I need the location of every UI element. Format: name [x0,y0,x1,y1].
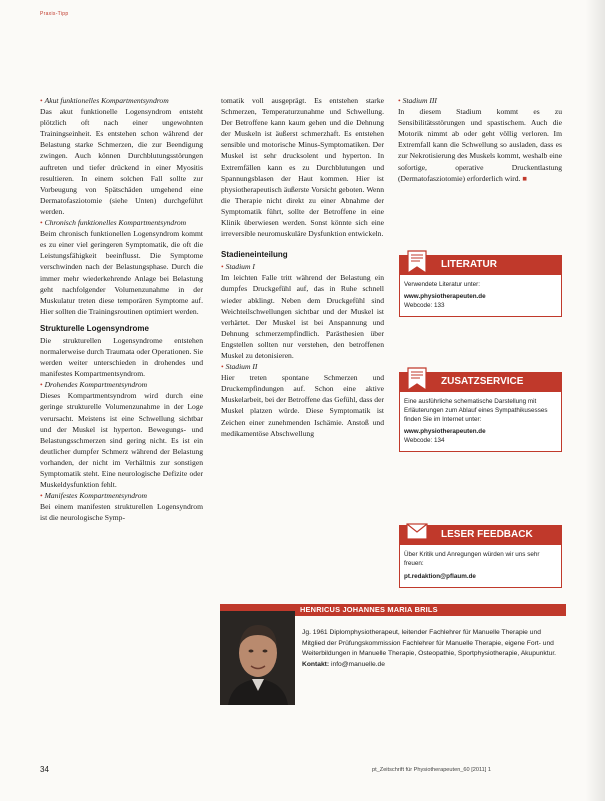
paragraph-stadium-3 [398,106,562,184]
author-bio-text: Jg. 1961 Diplomphysiotherapeut, leitender Fachlehrer für Manuelle Therapie und Mitglied der Prüfungskommission Fachlehrer für Manuelle Therapie, eigene Fort- und Weiterbildungen in Manuelle Therapie, Osteopathie, Sportphysiotherapie, Akupunktur. [302,629,557,658]
author-contact-label: Kontakt: [302,660,330,668]
paragraph-continued: tomatik voll ausgeprägt. Es entstehen starke Schmerzen, Temperaturzunahme und Schwellung. Der Betroffene kann kaum gehen und die Dehnung der Muskeln ist äußerst schmerzhaft. Es entstehen sensible und motorische Minus-Symptomatiken. Der Muskel ist sehr drucksolent und hyperton. In Extremfällen kann es zu Durchblutungen und Spannungsblasen der Haut kommen. Hier ist physiotherapeutisch äußerste Vorsicht geboten. Wenn die Therapie nicht direkt zu einer Abnahme der Symptomatik führt, sollte der Betroffene in eine Klinik überwiesen werden. Sonst könnte sich eine irreversible neuromuskuläre Dysfunktion entwickeln. [221,96,384,239]
paragraph-stadium-1: Im leichten Falle tritt während der Belastung ein dumpfes Druckgefühl auf, das in Ruhe schnell wieder abklingt. Neben dem Druckgefühl sind Weichteilschwellungen sichtbar und der Muskel ist verhärtet. Der Muskel ist bei Anspannung und Dehnung schmerzempfindlich. Parästhesien über Engstellen sollten nur verstehen, den betroffenen Muskel zu detonisieren. [221,273,384,360]
feedback-body [399,545,562,588]
paragraph [40,217,203,228]
literatur-text: Verwendete Literatur unter: [404,281,480,288]
paragraph [40,379,203,390]
bookmark-icon [405,249,429,275]
subhead-stadium-3: • Stadium III [398,96,437,105]
text-column-2 [221,95,384,439]
section-heading-strukturelle: Strukturelle Logensyndrome [40,323,149,333]
zusatzservice-box [399,372,562,452]
feedback-box [399,525,562,588]
feedback-email[interactable]: pt.redaktion@pflaum.de [404,573,476,580]
paragraph-manifestes: Bei einem manifesten strukturellen Logensyndrom ist die neurologische Symp- [40,502,203,523]
paragraph [398,95,562,106]
zusatzservice-text: Eine ausführliche schematische Darstellung mit Erläuterungen zum Ablauf eines Sympathikusesses finden Sie im Internet unter: [404,398,548,423]
subhead-drohendes: • Drohendes Kompartmentsyndrom [40,380,147,389]
author-contact[interactable]: info@manuelle.de [330,660,385,668]
subhead-manifestes: • Manifestes Kompartmentsyndrom [40,491,147,500]
zusatzservice-title: ZUSATZSERVICE [441,376,524,387]
subhead-akut: • Akut funktionelles Kompartmentsyndrom [40,96,169,105]
paragraph [40,490,203,501]
paragraph-drohendes: Dieses Kompartmentsyndrom wird durch eine geringe strukturelle Volumenzunahme in der Loge verursacht. Meistens ist eine Schwellung sichtbar und der Muskel ist hyperton. Bewegungs- und Belastungsschmerzen sind gering nicht. Es ist ein deutlicher dumpfer Schmerz während der Belastung vorhanden, der nicht im Verhältnis zur sonstigen Symptomatik steht. Eine neurologische Defizite oder Muskeldysfunktion fehlt. [40,391,203,490]
author-name: HENRICUS JOHANNES MARIA BRILS [220,604,566,616]
paragraph-strukturelle: Die strukturellen Logensyndrome entstehen normalerweise durch Traumata oder Operationen. Sie werden weiter unterschieden in drohendes und manifestes Kompartmentsyndrom. [40,335,203,379]
paragraph [40,95,203,106]
literatur-webcode: Webcode: 133 [404,302,445,309]
paragraph-akut: Das akut funktionelle Logensyndrom entsteht plötzlich oft nach einer ungewohnten Trainingseinheit. Es entstehen schon während der Belastung starke Schmerzen, die zur Beendigung zwingen. Auch können Durchblutungsstörungen auftreten und tiefer drückend in einer Myositis resultieren. In einem solchen Fall sollte zur Vorbeugung von Spätschäden umgehend eine Dermatofasziotomie (siehe Unten) durchgeführt werden. [40,107,203,216]
page-edge-shadow [585,0,605,801]
running-head: Praxis-Tipp [40,11,69,17]
text-column-3 [398,95,562,184]
author-photo-icon [220,611,295,705]
envelope-icon [405,519,429,545]
page-number: 34 [40,765,49,774]
paragraph-stadium-2: Hier treten spontane Schmerzen und Druckempfindungen auf. Schon eine aktive Muskelarbeit, bei der Betroffene das Gefühl, dass der Muskel platzen würde. Diese Symptomatik ist Zeichen einer zunehmenden Ischämie. Anstoß und medikamentöse Abschwellung [221,373,384,438]
zusatzservice-body [399,392,562,452]
literatur-link[interactable]: www.physiotherapeuten.de [404,293,486,300]
subhead-stadium-1: • Stadium I [221,262,255,271]
subhead-stadium-2: • Stadium II [221,362,257,371]
zusatzservice-webcode: Webcode: 134 [404,437,445,444]
paragraph-chronisch: Beim chronisch funktionellen Logensyndrom kommt es zu einer viel geringeren Symptomatik, die oft die Leistungsfähigkeit beeinflusst. Die Symptome verschwinden nach der Belastungsphase. Durch die immer mehr wiederkehrende Anlage bei Belastung geht nachfolgender Volumenzunahme in der Muskulatur treten diese temporären Symptome auf. Hier sollten die Trainingsroutinen optimiert werden. [40,229,203,316]
feedback-title: LESER FEEDBACK [441,529,533,540]
literatur-box [399,255,562,317]
section-heading-stadieneinteilung: Stadieneinteilung [221,250,288,260]
document-icon [405,366,429,392]
end-mark: ■ [522,173,528,183]
feedback-text: Über Kritik und Anregungen würden wir uns sehr freuen: [404,551,540,567]
paragraph [221,361,384,372]
feedback-title-bar [399,525,562,545]
subhead-chronisch: • Chronisch funktionelles Kompartmentsyndrom [40,218,186,227]
author-portrait [220,611,295,705]
stadium-3-text: In diesem Stadium kommt es zu Sensibilitätsstörungen und spastischem. Auch die Motorik nimmt ab oder geht völlig verloren. Im Extremfall kann die Schwellung so ausladen, dass es zur Nekrotisierung des Muskels kommt, weshalb eine sofortige, operative Druckentlastung (Dermatofasziotomie) erforderlich wird. [398,107,562,183]
paragraph [221,261,384,272]
literatur-title: LITERATUR [441,259,497,270]
literatur-title-bar [399,255,562,275]
zusatzservice-link[interactable]: www.physiotherapeuten.de [404,428,486,435]
text-column-1 [40,95,203,523]
journal-footer: pt_Zeitschrift für Physiotherapeuten_60 [2011] 1 [372,767,491,773]
zusatzservice-title-bar [399,372,562,392]
author-bio [302,628,564,670]
literatur-body [399,275,562,317]
